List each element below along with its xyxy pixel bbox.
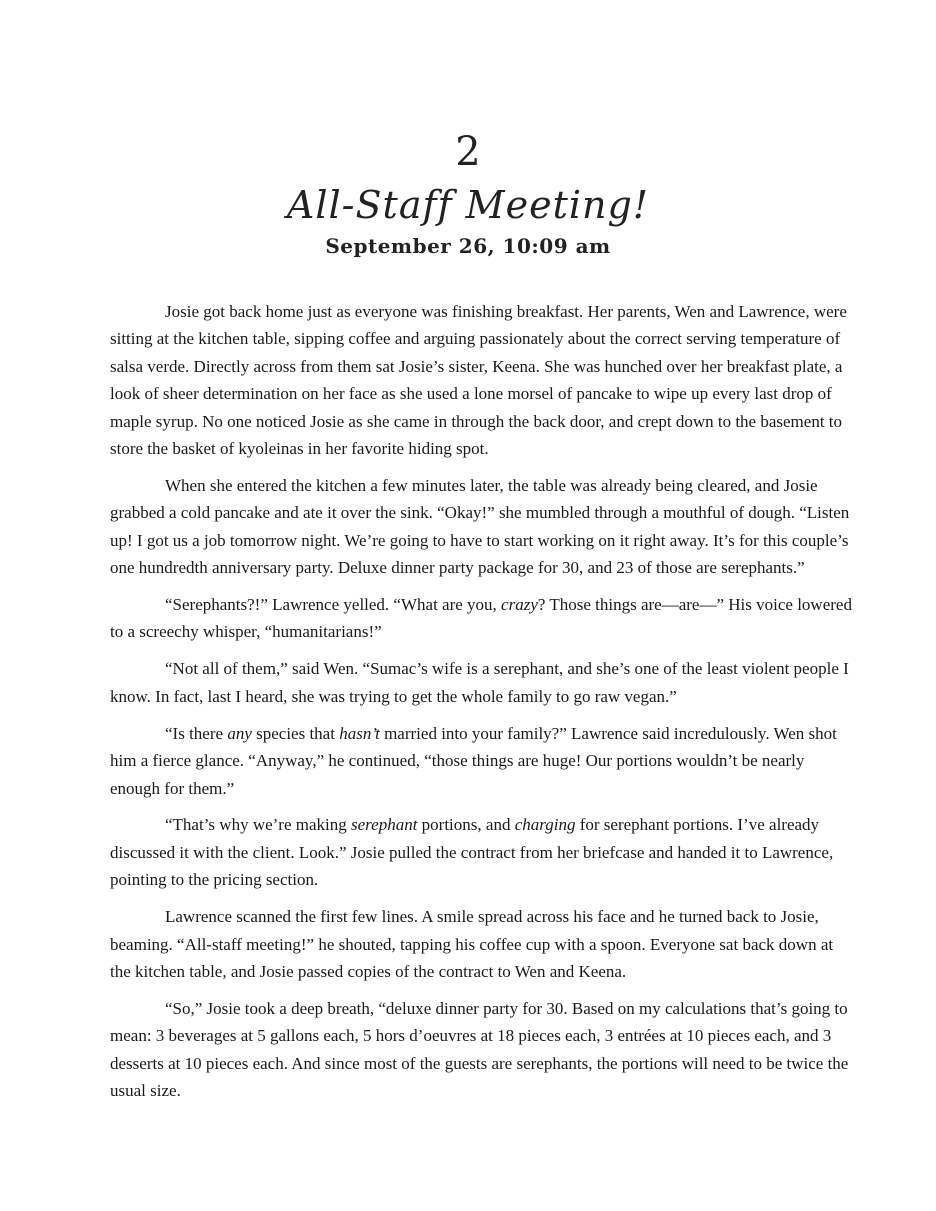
paragraph: “That’s why we’re making serephant portions, and charging for serephant portions. I’ve already discussed it with the client. Look.” Josie pulled the contract from her briefcase and handed it to Lawrence, pointing to the pricing section. (110, 815, 834, 890)
paragraph: “Not all of them,” said Wen. “Sumac’s wife is a serephant, and she’s one of the least violent people I know. In fact, last I heard, she was trying to get the whole family to go raw vegan.” (110, 659, 849, 706)
paragraph: When she entered the kitchen a few minutes later, the table was already being cleared, and Josie grabbed a cold pancake and ate it over the sink. “Okay!” she mumbled through a mouthful of dough. “Listen up! I got us a job tomorrow night. We’re going to have to start working on it right away. It’s for this couple’s one hundredth anniversary party. Deluxe dinner party package for 30, and 23 of those are serephants.” (110, 475, 850, 578)
emphasis: serephant (351, 815, 418, 835)
emphasis: any (227, 723, 252, 743)
paragraph: “So,” Josie took a deep breath, “deluxe dinner party for 30. Based on my calculations that’s going to mean: 3 beverages at 5 gallons each, 5 hors d’oeuvres at 18 pieces each, 3 entrées at 10 pieces each, and 3 desserts at 10 pieces each. And since most of the guests are serephants, the portions will need to be twice the usual size. (110, 998, 849, 1101)
body-text (110, 298, 854, 1114)
chapter-title: All-Staff Meeting! (286, 183, 650, 227)
paragraph: “Is there any species that hasn’t married into your family?” Lawrence said incredulously. Wen shot him a fierce glance. “Anyway,” he continued, “those things are huge! Our portions wouldn’t be nearly enough for them.” (110, 723, 837, 798)
emphasis: crazy (501, 595, 538, 615)
paragraph: Lawrence scanned the first few lines. A smile spread across his face and he turned back to Josie, beaming. “All-staff meeting!” he shouted, tapping his coffee cup with a spoon. Everyone sat back down at the kitchen table, and Josie passed copies of the contract to Wen and Keena. (110, 907, 834, 981)
emphasis: charging (514, 815, 576, 835)
chapter-number: 2 (455, 129, 481, 175)
chapter-heading (0, 128, 936, 260)
chapter-date: September 26, 10:09 am (325, 234, 611, 258)
paragraph: “Serephants?!” Lawrence yelled. “What are you, crazy? Those things are—are—” His voice lowered to a screechy whisper, “humanitarians!” (110, 595, 852, 642)
emphasis: hasn’t (339, 723, 380, 743)
paragraph: Josie got back home just as everyone was finishing breakfast. Her parents, Wen and Lawrence, were sitting at the kitchen table, sipping coffee and arguing passionately about the correct serving temperature of salsa verde. Directly across from them sat Josie’s sister, Keena. She was hunched over her breakfast plate, a look of sheer determination on her face as she used a lone morsel of pancake to wipe up every last drop of maple syrup. No one noticed Josie as she came in through the back door, and crept down to the basement to store the basket of kyoleinas in her favorite hiding spot. (110, 302, 847, 459)
